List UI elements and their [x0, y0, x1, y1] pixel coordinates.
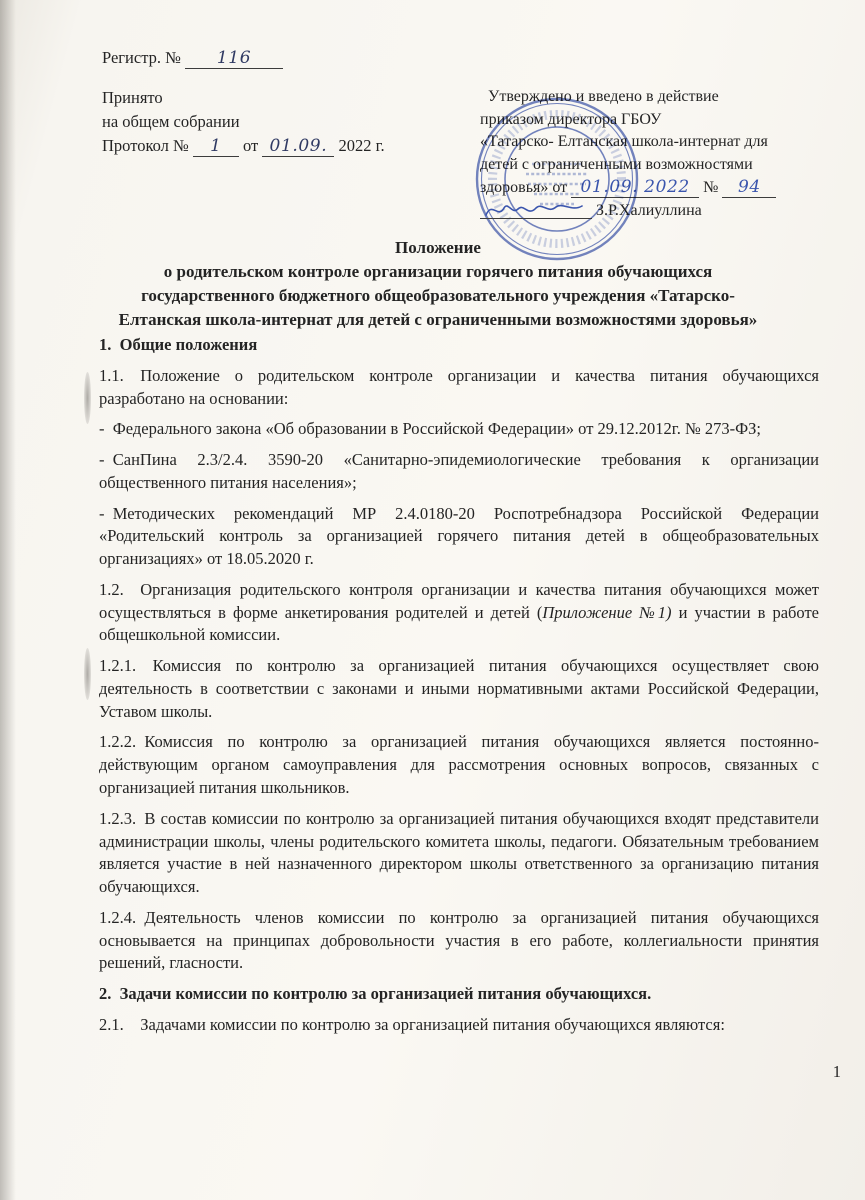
- section-heading: [99, 334, 819, 357]
- order-number: 94: [738, 176, 761, 197]
- text-run: - СанПина 2.3/2.4. 3590-20 «Санитарно-эпидемиологические требования к организации общественного питания населения»;: [99, 450, 819, 492]
- approved-line3: «Татарско- Елтанская школа-интернат для: [480, 133, 768, 151]
- paragraph: [99, 731, 819, 799]
- paragraph: [99, 655, 819, 723]
- signature-scribble-icon: [482, 199, 586, 221]
- protocol-date-field: [262, 137, 334, 157]
- order-number-field: [722, 176, 776, 198]
- paragraph: [99, 418, 819, 441]
- approved-line5-prefix: здоровья» от: [480, 178, 568, 196]
- signer-name: З.Р.Халиуллина: [596, 201, 702, 219]
- paragraph: [99, 808, 819, 899]
- approved-line4: детей с ограниченными возможностями: [480, 156, 753, 174]
- registration-line: [102, 48, 283, 69]
- text-run: 1.1. Положение о родительском контроле организации и качества питания обучающихся разработано на основании:: [99, 365, 819, 408]
- paragraph: [99, 503, 819, 571]
- signature-field: [480, 200, 592, 219]
- document-body: [99, 334, 819, 1045]
- order-date: 01.09. 2022: [580, 176, 690, 197]
- title-line2: о родительском контроле организации горячего питания обучающихся: [163, 262, 713, 282]
- protocol-date: 01.09.: [269, 135, 328, 156]
- section-heading: [99, 983, 819, 1006]
- protocol-number-field: [193, 137, 239, 157]
- registration-number-field: [185, 49, 283, 69]
- page-number: 1: [832, 1062, 841, 1081]
- approved-block: [480, 86, 818, 222]
- title-line4: Елтанская школа-интернат для детей с ограниченными возможностями здоровья»: [118, 310, 758, 330]
- scan-edge-shadow: [0, 0, 16, 1200]
- scan-artifact: [84, 372, 91, 424]
- accepted-block: [102, 86, 432, 158]
- text-run: и участии в работе общешкольной комиссии.: [99, 602, 819, 645]
- text-run: - Методических рекомендаций МР 2.4.0180-20 Роспотребнадзора Российской Федерации «Родительский контроль за организацией горячего питания детей в общеобразовательных организациях» от 18.05.2020 г.: [99, 503, 819, 569]
- protocol-line: [102, 134, 432, 158]
- text-run: 2.1. Задачами комиссии по контролю за организацией питания обучающихся являются:: [99, 1014, 725, 1034]
- title-line3: государственного бюджетного общеобразовательного учреждения «Татарско-: [141, 286, 735, 306]
- text-run: 1. Общие положения: [99, 335, 258, 354]
- paragraph: [99, 449, 819, 495]
- approved-order-line: [480, 177, 818, 200]
- text-run: Приложение №1): [542, 602, 672, 622]
- paragraph: [99, 579, 819, 647]
- paragraph: [99, 907, 819, 975]
- title-line1: Положение: [395, 238, 481, 257]
- registration-label: Регистр. №: [102, 48, 181, 67]
- approved-line2: приказом директора ГБОУ: [480, 110, 662, 128]
- text-run: 2. Задачи комиссии по контролю за организацией питания обучающихся.: [99, 984, 652, 1004]
- document-title: [66, 236, 810, 333]
- protocol-number: 1: [210, 135, 222, 156]
- paragraph: [99, 1014, 819, 1037]
- accepted-line1: Принято: [102, 88, 163, 107]
- protocol-label: Протокол №: [102, 135, 189, 155]
- protocol-year: 2022 г.: [338, 135, 385, 155]
- text-run: 1.2.4. Деятельность членов комиссии по контролю за организацией питания обучающихся основывается на принципах добровольности участия в его работе, коллегиальности принятия решений, гласности.: [99, 907, 819, 973]
- text-run: 1.2.3. В состав комиссии по контролю за организацией питания обучающихся входят представители администрации школы, члены родительского комитета школы, педагоги. Обязательным требованием является участие в ней назначенного директором школы ответственного за организацию питания обучающихся.: [99, 808, 819, 897]
- text-run: 1.2.1. Комиссия по контролю за организацией питания обучающихся осуществляет свою деятельность в соответствии с законами и иными нормативными актами Российской Федерации, Уставом школы.: [99, 656, 819, 721]
- registration-number: 116: [216, 48, 252, 68]
- header-columns: [102, 86, 818, 222]
- protocol-from-word: от: [243, 135, 259, 155]
- approved-line1: Утверждено и введено в действие: [488, 88, 719, 105]
- paragraph: [99, 365, 819, 411]
- scan-artifact: [84, 648, 91, 700]
- order-date-field: [571, 176, 699, 198]
- signature-line: [480, 200, 818, 223]
- accepted-line2: на общем собрании: [102, 111, 240, 131]
- order-number-label: №: [703, 178, 719, 196]
- text-run: 1.2. Организация родительского контроля организации и качества питания обучающихся может осуществляться в форме анкетирования родителей и детей (: [99, 579, 819, 622]
- text-run: - Федерального закона «Об образовании в Российской Федерации» от 29.12.2012г. № 273-ФЗ;: [99, 419, 761, 439]
- text-run: 1.2.2. Комиссия по контролю за организацией питания обучающихся является постоянно-действующим органом самоуправления для рассмотрения основных вопросов, связанных с организацией питания школьников.: [99, 732, 819, 798]
